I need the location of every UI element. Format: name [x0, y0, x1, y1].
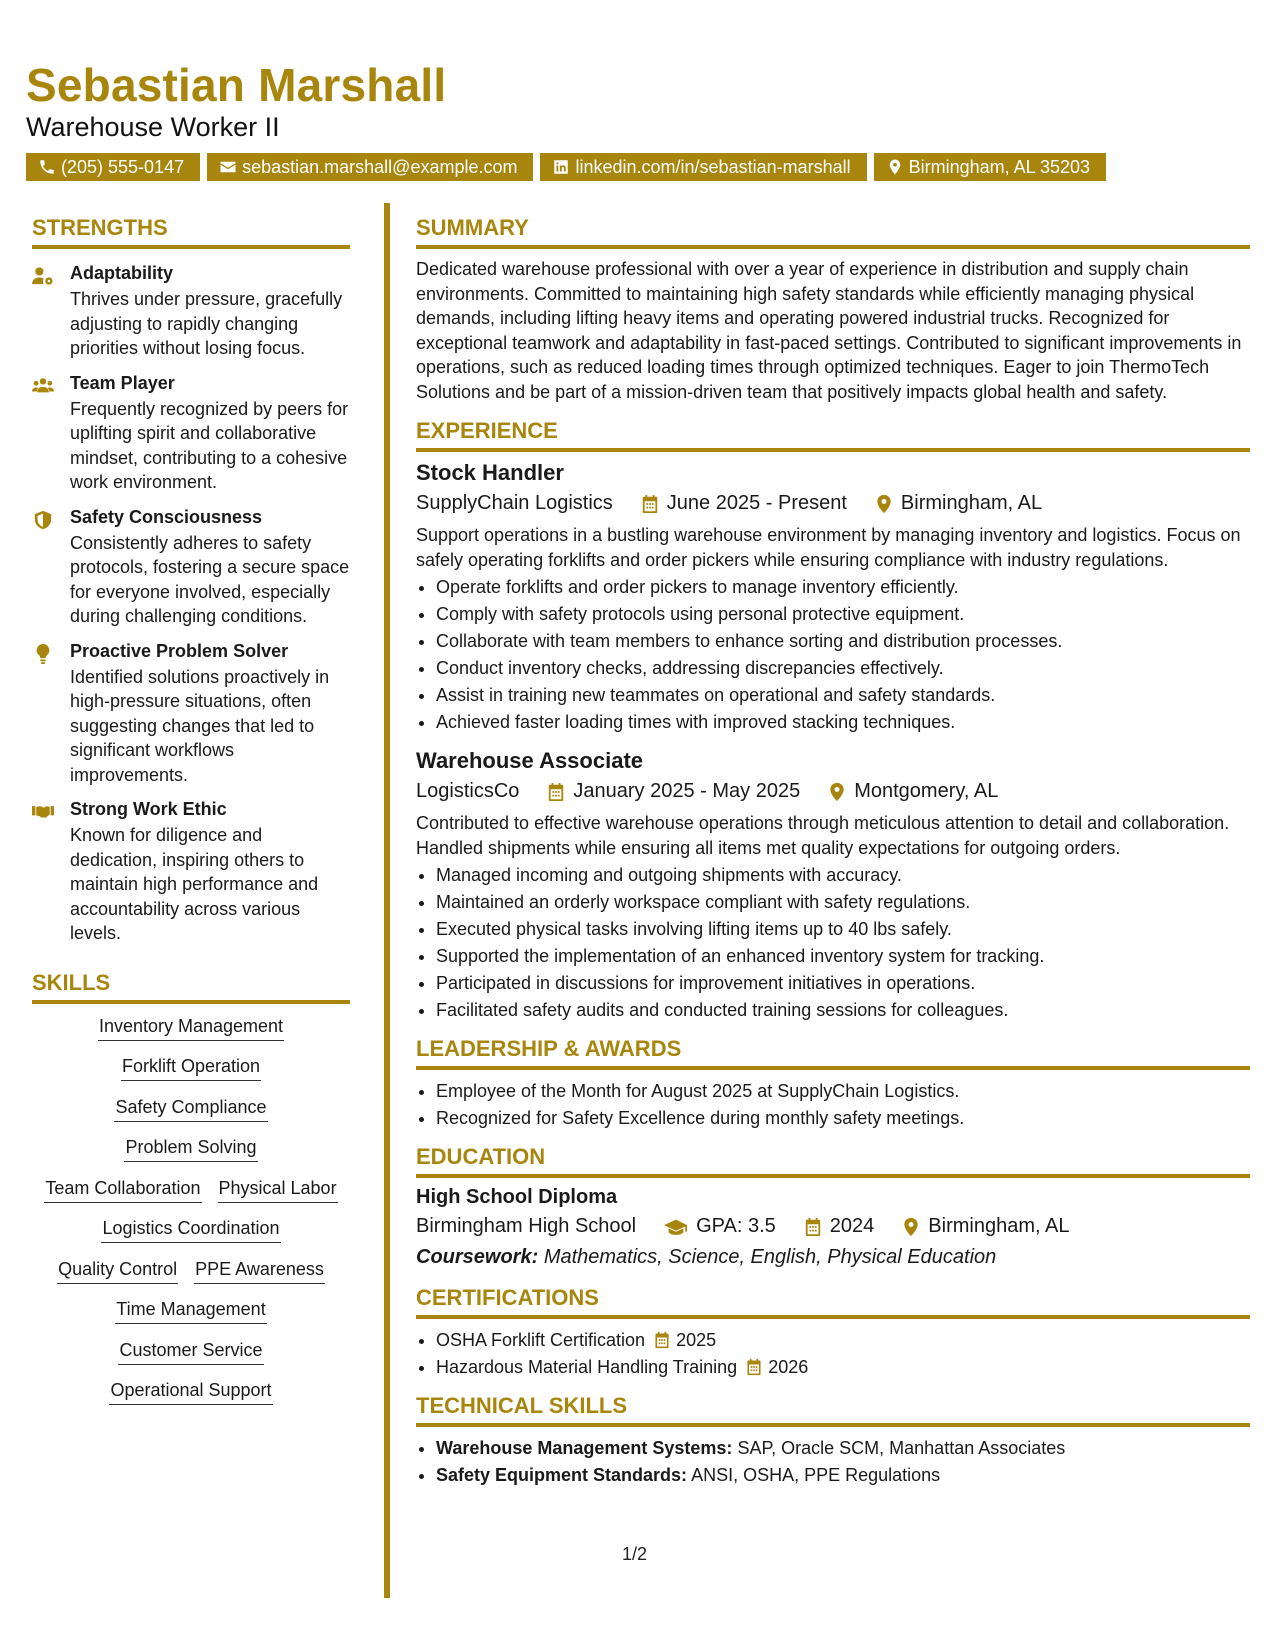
skill-tag: Quality Control — [57, 1259, 178, 1284]
skill-tag: Time Management — [115, 1299, 266, 1324]
linkedin-icon — [552, 158, 570, 176]
calendar-icon — [641, 494, 659, 514]
strength-item — [32, 799, 350, 946]
calendar-icon — [653, 1331, 671, 1349]
job-bullets — [416, 862, 1250, 1024]
job-description: Contributed to effective warehouse operations through meticulous attention to detail and collaboration. Handled shipments while ensuring all items met quality expectations for outgoing orders. — [416, 813, 1230, 858]
skill-tag: Inventory Management — [98, 1016, 284, 1041]
strength-name: Safety Consciousness — [70, 506, 263, 527]
calendar-icon — [745, 1358, 763, 1376]
linkedin-text: linkedin.com/in/sebastian-marshall — [575, 157, 851, 177]
main-content — [416, 215, 1250, 1501]
lightbulb-icon — [32, 644, 54, 664]
list-item — [436, 1435, 1250, 1462]
technical-skills-heading: TECHNICAL SKILLS — [416, 1393, 1250, 1427]
job-role: Stock Handler — [416, 460, 564, 485]
list-item — [436, 1327, 1250, 1354]
shield-icon — [32, 510, 54, 530]
job-entry — [416, 460, 1250, 736]
location-text: Birmingham, AL 35203 — [908, 157, 1091, 177]
cert-name: OSHA Forklift Certification — [436, 1330, 646, 1350]
list-item: • Managed incoming and outgoing shipments with accuracy. — [436, 862, 1250, 889]
skill-tag: Team Collaboration — [44, 1178, 201, 1203]
map-pin-icon — [902, 1217, 920, 1237]
summary-text: Dedicated warehouse professional with over a year of experience in distribution and supply chain environments. Committed to maintaining high safety standards while efficiently managing physical demands, including lifting heavy items and operating powered industrial trucks. Recognized for exceptional teamwork and adaptability in fast-paced settings. Contributed to significant improvements in operations, such as reduced loading times through optimized techniques. Eager to join ThermoTech Solutions and be part of a mission-driven team that positively impacts global health and safety. — [416, 259, 1242, 402]
linkedin-chip[interactable] — [540, 153, 866, 181]
job-meta — [416, 780, 1250, 803]
education-heading: EDUCATION — [416, 1144, 1250, 1178]
list-item: • Assist in training new teammates on operational and safety standards. — [436, 682, 1250, 709]
skill-tag: Customer Service — [118, 1340, 263, 1365]
strength-name: Adaptability — [70, 263, 174, 283]
graduation-cap-icon — [664, 1217, 688, 1237]
certifications-list — [416, 1327, 1250, 1381]
strength-desc: Known for diligence and dedication, inspiring others to maintain high performance and accountability across various levels. — [70, 825, 319, 943]
coursework-label: Coursework: — [416, 1246, 539, 1268]
column-divider — [384, 203, 390, 1598]
strength-name: Team Player — [70, 372, 175, 393]
strength-item — [32, 263, 350, 361]
list-item — [436, 1462, 1250, 1489]
strength-desc: Identified solutions proactively in high-pressure situations, often suggesting changes that led to significant workflows improvements. — [70, 666, 330, 785]
strength-desc: Thrives under pressure, gracefully adjusting to rapidly changing priorities without losing focus. — [70, 289, 343, 358]
coursework — [416, 1246, 1250, 1269]
candidate-name: Sebastian Marshall — [26, 59, 447, 111]
location-chip[interactable] — [874, 153, 1106, 181]
strength-desc: Consistently adheres to safety protocols, fostering a secure space for everyone involved, especially during challenging conditions. — [70, 532, 350, 626]
job-location: Montgomery, AL — [854, 780, 999, 802]
list-item: • Maintained an orderly workspace compliant with safety regulations. — [436, 889, 1250, 916]
job-company: SupplyChain Logistics — [416, 492, 613, 514]
technical-skills-list — [416, 1435, 1250, 1489]
skill-tag: Problem Solving — [124, 1137, 257, 1162]
skill-tag: Physical Labor — [218, 1178, 338, 1203]
education-meta — [416, 1215, 1250, 1238]
list-item: • Comply with safety protocols using personal protective equipment. — [436, 601, 1250, 628]
skills-heading: SKILLS — [32, 970, 350, 1004]
job-location: Birmingham, AL — [900, 492, 1043, 514]
job-description: Support operations in a bustling warehouse environment by managing inventory and logistics. Focus on safely operating forklifts and order pickers while ensuring compliance with industry regulations. — [416, 525, 1241, 570]
map-pin-icon — [886, 158, 904, 176]
calendar-icon — [547, 782, 565, 802]
leadership-heading: LEADERSHIP & AWARDS — [416, 1036, 1250, 1070]
map-pin-icon — [828, 782, 846, 802]
skill-tag: Forklift Operation — [121, 1056, 261, 1081]
cert-year: 2026 — [768, 1357, 809, 1377]
certifications-heading: CERTIFICATIONS — [416, 1285, 1250, 1319]
coursework-text: Mathematics, Science, English, Physical Education — [543, 1246, 997, 1268]
user-gear-icon — [32, 266, 54, 286]
skill-tag: Logistics Coordination — [101, 1218, 280, 1243]
job-entry — [416, 748, 1250, 1024]
strength-item — [32, 373, 350, 495]
job-dates: January 2025 - May 2025 — [573, 780, 801, 802]
phone-text: (205) 555-0147 — [61, 157, 185, 177]
job-dates: June 2025 - Present — [666, 492, 847, 514]
gpa: GPA: 3.5 — [696, 1215, 776, 1237]
list-item: • Employee of the Month for August 2025 at SupplyChain Logistics. — [436, 1078, 1250, 1105]
grad-year: 2024 — [829, 1215, 875, 1237]
strengths-heading: STRENGTHS — [32, 215, 350, 249]
skills-list — [32, 1016, 350, 1421]
list-item: • Collaborate with team members to enhance sorting and distribution processes. — [436, 628, 1250, 655]
users-icon — [32, 376, 54, 396]
contact-bar — [26, 153, 1106, 181]
tech-label: Warehouse Management Systems: — [436, 1438, 733, 1458]
strength-desc: Frequently recognized by peers for uplifting spirit and collaborative mindset, contributing to a cohesive work environment. — [70, 398, 349, 492]
map-pin-icon — [875, 494, 893, 514]
strength-name: Proactive Problem Solver — [70, 640, 289, 661]
list-item: • Supported the implementation of an enhanced inventory system for tracking. — [436, 943, 1250, 970]
handshake-icon — [32, 802, 54, 822]
school-name: Birmingham High School — [416, 1215, 637, 1237]
sidebar — [32, 215, 350, 1421]
job-role: Warehouse Associate — [416, 748, 644, 773]
phone-icon — [38, 158, 56, 176]
list-item: • Recognized for Safety Excellence during monthly safety meetings. — [436, 1105, 1250, 1132]
skill-tag: Operational Support — [109, 1380, 272, 1405]
strength-name: Strong Work Ethic — [70, 799, 227, 819]
cert-name: Hazardous Material Handling Training — [436, 1357, 738, 1377]
cert-year: 2025 — [676, 1330, 717, 1350]
list-item: • Participated in discussions for improvement initiatives in operations. — [436, 970, 1250, 997]
email-text: sebastian.marshall@example.com — [242, 157, 518, 177]
phone-chip[interactable] — [26, 153, 200, 181]
list-item: • Executed physical tasks involving lifting items up to 40 lbs safely. — [436, 916, 1250, 943]
candidate-title: Warehouse Worker II — [26, 112, 280, 142]
job-meta — [416, 492, 1250, 515]
summary-heading: SUMMARY — [416, 215, 1250, 249]
tech-value: SAP, Oracle SCM, Manhattan Associates — [737, 1438, 1066, 1458]
experience-heading: EXPERIENCE — [416, 418, 1250, 452]
email-chip[interactable] — [207, 153, 533, 181]
tech-value: ANSI, OSHA, PPE Regulations — [691, 1465, 941, 1485]
school-location: Birmingham, AL — [928, 1215, 1070, 1237]
skill-tag: Safety Compliance — [114, 1097, 267, 1122]
job-company: LogisticsCo — [416, 780, 520, 802]
strength-item — [32, 507, 350, 629]
envelope-icon — [219, 158, 237, 176]
tech-label: Safety Equipment Standards: — [436, 1465, 688, 1485]
calendar-icon — [804, 1217, 822, 1237]
list-item — [436, 1354, 1250, 1381]
list-item: • Operate forklifts and order pickers to manage inventory efficiently. — [436, 574, 1250, 601]
degree: High School Diploma — [416, 1186, 618, 1208]
leadership-list — [416, 1078, 1250, 1132]
list-item: • Conduct inventory checks, addressing discrepancies effectively. — [436, 655, 1250, 682]
skill-tag: PPE Awareness — [194, 1259, 325, 1284]
job-bullets — [416, 574, 1250, 736]
list-item: • Facilitated safety audits and conducted training sessions for colleagues. — [436, 997, 1250, 1024]
strength-item — [32, 641, 350, 788]
page-number: 1/2 — [622, 1544, 648, 1564]
list-item: • Achieved faster loading times with improved stacking techniques. — [436, 709, 1250, 736]
